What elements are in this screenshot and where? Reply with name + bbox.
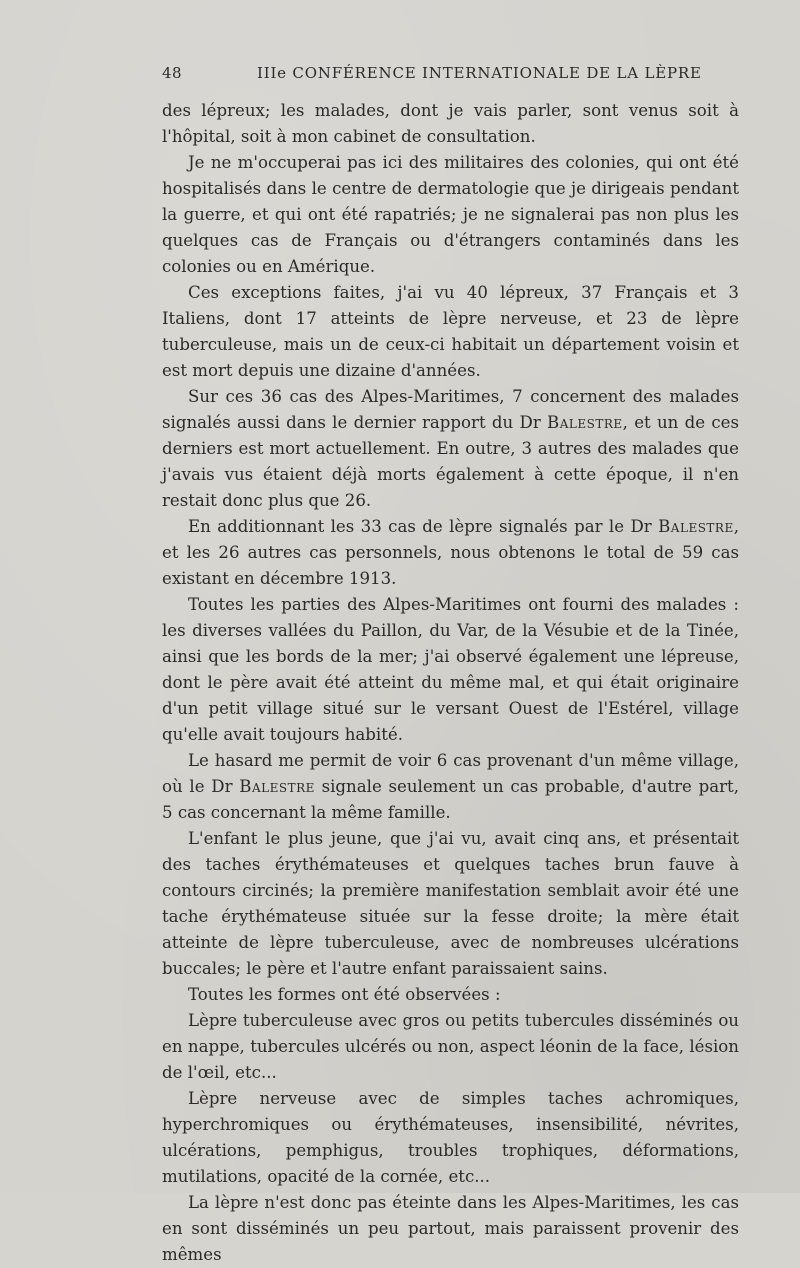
- paragraph-7: [162, 748, 739, 826]
- page-number: 48: [162, 64, 183, 82]
- running-title: IIIe CONFÉRENCE INTERNATIONALE DE LA LÈPRE: [257, 64, 702, 82]
- paragraph-7-start: Le hasard me permit de voir 6 cas provenant d'un même village, où le Dr: [162, 751, 739, 796]
- paragraph-9: Toutes les formes ont été observées :: [188, 985, 501, 1004]
- body-text: [162, 98, 739, 1268]
- author-name: Balestre: [658, 517, 734, 536]
- paragraph-8: L'enfant le plus jeune, que j'ai vu, avait cinq ans, et présentait des taches érythémateuses et quelques taches brun fauve à contours circinés; la première manifestation semblait avoir été une tache érythémateuse située sur la fesse droite; la mère était atteinte de lèpre tuberculeuse, avec de nombreuses ulcérations buccales; le père et l'autre enfant paraissaient sains.: [162, 829, 739, 978]
- paragraph-2: Je ne m'occuperai pas ici des militaires des colonies, qui ont été hospitalisés dans le centre de dermatologie que je dirigeais pendant la guerre, et qui ont été rapatriés; je ne signalerai pas non plus les quelques cas de Français ou d'étrangers contaminés dans les colonies ou en Amérique.: [162, 153, 739, 276]
- paragraph-10: Lèpre tuberculeuse avec gros ou petits tubercules disséminés ou en nappe, tubercules ulcérés ou non, aspect léonin de la face, lésion de l'œil, etc...: [162, 1011, 739, 1082]
- paragraph-4: [162, 384, 739, 514]
- paragraph-12: La lèpre n'est donc pas éteinte dans les Alpes-Maritimes, les cas en sont disséminés un peu partout, mais paraissent provenir des mêmes: [162, 1193, 739, 1264]
- author-name: Balestre: [547, 413, 623, 432]
- paragraph-5-end: , et les 26 autres cas personnels, nous obtenons le total de 59 cas existant en décembre 1913.: [162, 517, 739, 588]
- paragraph-7-end: signale seulement un cas probable, d'autre part, 5 cas concernant la même famille.: [162, 777, 739, 822]
- paragraph-5: [162, 514, 739, 592]
- paragraph-3: Ces exceptions faites, j'ai vu 40 lépreux, 37 Français et 3 Italiens, dont 17 atteints de lèpre nerveuse, et 23 de lèpre tuberculeuse, mais un de ceux-ci habitait un département voisin et est mort depuis une dizaine d'années.: [162, 283, 739, 380]
- paragraph-1: des lépreux; les malades, dont je vais parler, sont venus soit à l'hôpital, soit à mon cabinet de consultation.: [162, 101, 739, 146]
- page-header: [162, 64, 740, 88]
- author-name: Balestre: [239, 777, 315, 796]
- paragraph-4-start: Sur ces 36 cas des Alpes-Maritimes, 7 concernent des malades signalés aussi dans le dernier rapport du Dr: [162, 387, 739, 432]
- paragraph-11: Lèpre nerveuse avec de simples taches achromiques, hyperchromiques ou érythémateuses, insensibilité, névrites, ulcérations, pemphigus, troubles trophiques, déformations, mutilations, opacité de la cornée, etc...: [162, 1089, 739, 1186]
- paragraph-6: Toutes les parties des Alpes-Maritimes ont fourni des malades : les diverses vallées du Paillon, du Var, de la Vésubie et de la Tinée, ainsi que les bords de la mer; j'ai observé également une lépreuse, dont le père avait été atteint du même mal, et qui était originaire d'un petit village situé sur le versant Ouest de l'Estérel, village qu'elle avait toujours habité.: [162, 595, 739, 744]
- paragraph-4-end: , et un de ces derniers est mort actuellement. En outre, 3 autres des malades que j'avais vus étaient déjà morts également à cette époque, il n'en restait donc plus que 26.: [162, 413, 739, 510]
- paragraph-5-start: En additionnant les 33 cas de lèpre signalés par le Dr: [188, 517, 659, 536]
